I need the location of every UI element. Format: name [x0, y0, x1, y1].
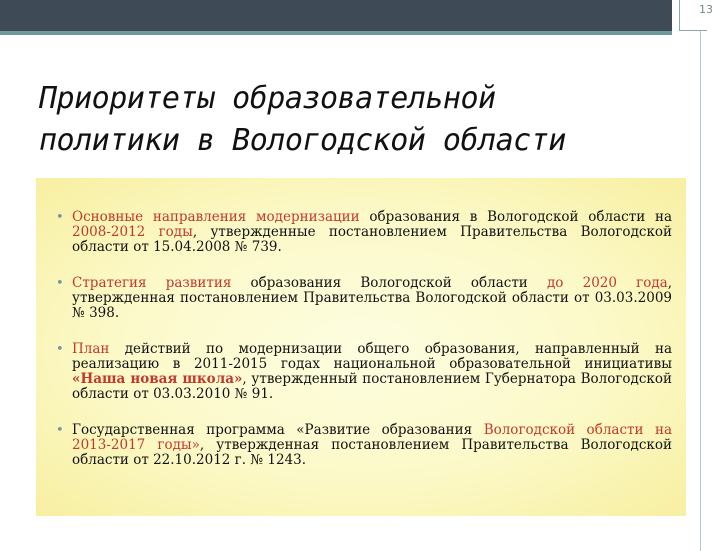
bullet-dot-icon: •	[56, 210, 64, 225]
header-accent-stripe	[0, 31, 672, 35]
bullet-item-2	[54, 276, 672, 321]
bullet-2-segment-1: Стратегия развития	[72, 275, 232, 291]
bullet-1-segment-2: образования в Вологодской области на	[359, 209, 672, 225]
bullet-dot-icon: •	[56, 276, 64, 291]
bullet-3-segment-4: , утвержденный постановлением Губернатора Вологодской области от 03.03.2010 № 91.	[72, 371, 672, 402]
bullet-2-segment-3: до 2020 года	[546, 275, 668, 291]
bullet-3-segment-2: действий по модернизации общего образования, направленный на реализацию в 2011-2015 годах национальной образовательной инициативы	[72, 341, 672, 372]
bullet-dot-icon: •	[56, 342, 64, 357]
slide-title-line-2: политики в Вологодской области	[39, 123, 566, 158]
bullet-4-segment-1: Государственная программа «Развитие образования	[72, 422, 484, 438]
bullet-item-1	[54, 210, 672, 255]
slide-title	[39, 78, 679, 162]
bullet-4-segment-3: , утвержденная постановлением Правительства Вологодской области от 22.10.2012 г. № 1243.	[72, 437, 672, 468]
bullet-item-3	[54, 342, 672, 402]
bullet-3-segment-3: «Наша новая школа»	[72, 371, 243, 387]
bullet-1-segment-3: 2008-2012 годы	[72, 224, 193, 240]
bullet-list	[54, 210, 672, 489]
bullet-2-segment-2: образования Вологодской области	[231, 275, 547, 291]
page-number: 13	[699, 3, 713, 16]
bullet-dot-icon: •	[56, 423, 64, 438]
bullet-item-4	[54, 423, 672, 468]
bullet-1-segment-4: , утвержденные постановлением Правительства Вологодской области от 15.04.2008 № 739.	[72, 224, 673, 255]
slide-title-line-1: Приоритеты образовательной	[39, 81, 496, 116]
bullet-3-segment-1: План	[72, 341, 110, 357]
bullet-2-segment-4: , утвержденная постановлением Правительства Вологодской области от 03.03.2009 № 398.	[72, 275, 672, 321]
header-bar	[0, 0, 672, 31]
bullet-4-segment-2: Вологодской области на 2013-2017 годы»	[72, 422, 672, 453]
bullet-1-segment-1: Основные направления модернизации	[72, 209, 360, 225]
right-margin-rule	[700, 31, 701, 551]
